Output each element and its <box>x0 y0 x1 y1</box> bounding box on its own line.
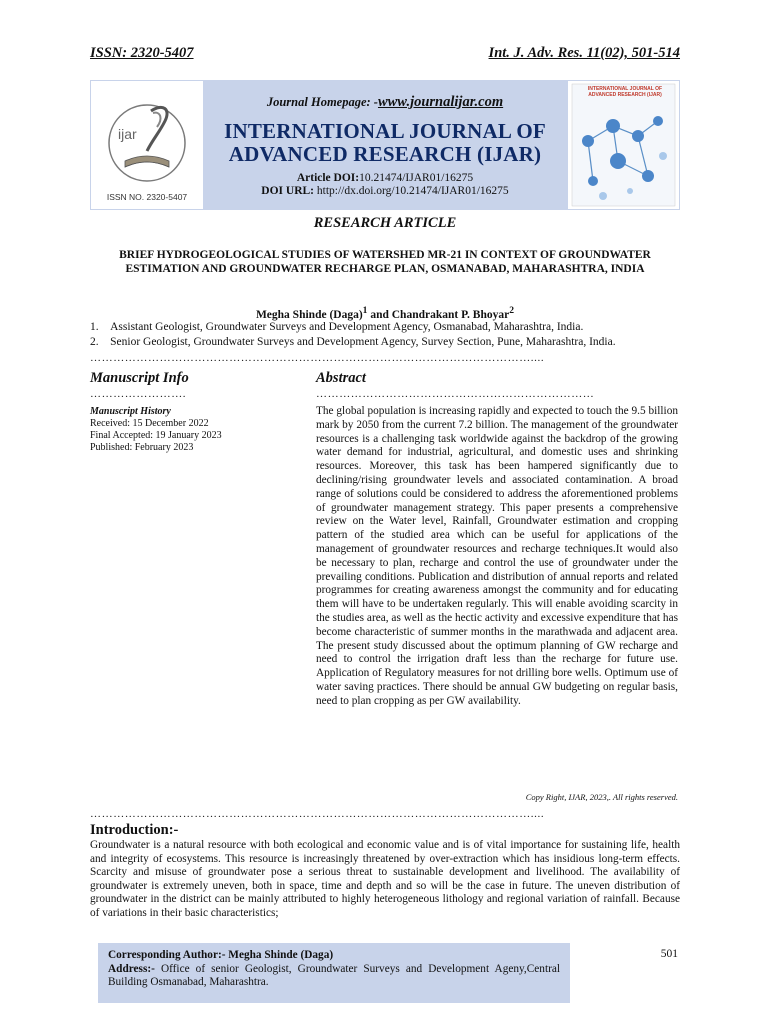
published-date: Published: February 2023 <box>90 442 194 453</box>
dotted-separator: …………………………………………………………………………………………………….... <box>90 352 545 364</box>
abstract-text: The global population is increasing rapidly and expected to touch the 9.5 billion mark by 2050 from the current 7.2 billion. The management of the groundwater resources is a challenging task worldwide against the backdrop of the growing water demand for industrial, agricultural, and domestic uses and shrinking resources. Moreover, this task has been hampered significantly due to declining/rising groundwater levels and associated contamination. A broad range of solutions could be considered to address the aforementioned problems of groundwater management strategy. This paper presents a comprehensive review on the Water level, Rainfall, Groundwater estimation and cropping pattern of the studied area which can be useful for applications of the management of groundwater resources and recharge techniques.It would also be necessary to plan, recharge and control the use of groundwater under the prevailing conditions. Publication and distribution of annual reports and related programmes for creating awareness amongst the community and for educating them will have to be undertaken regularly. This will enable avoiding scarcity in the studies area, as well as the hectic activity and excessive expenditure that has become characteristic of summer months in the marathwada and adjacent area. The present study discussed about the optimum planning of GW recharge and need to control the irrigation draft less than the recharge for future use. Application of Regulatory measures for not drilling bore wells. Optimum use of water saving practices. There should be annual GW budgeting on regular basis, need to plan cropping as per GW availability. <box>316 405 678 707</box>
doi-url-link[interactable]: http://dx.doi.org/10.21474/IJAR01/16275 <box>316 185 509 197</box>
dotted-separator: …………………………………………………………………………………………………….... <box>90 808 545 820</box>
corresponding-author-box <box>98 943 570 1003</box>
homepage-label: Journal Homepage: - <box>266 95 378 109</box>
molecule-cover-icon <box>568 81 679 209</box>
journal-cover <box>568 81 679 209</box>
author-and: and <box>367 308 392 321</box>
copyright-notice: Copy Right, IJAR, 2023,. All rights reserved. <box>525 792 678 802</box>
journal-logo <box>91 81 203 209</box>
journal-title-line1: INTERNATIONAL JOURNAL OF <box>224 119 546 143</box>
address-text: Office of senior Geologist, Groundwater Surveys and Development Ageny,Central Building Osmanabad, Maharashtra. <box>108 962 560 988</box>
affiliation-text: Senior Geologist, Groundwater Surveys and Development Agency, Survey Section, Pune, Maharashtra, India. <box>110 336 616 348</box>
corresponding-author: Corresponding Author:- Megha Shinde (Daga) <box>108 949 334 961</box>
affiliation-text: Assistant Geologist, Groundwater Surveys and Development Agency, Osmanabad, Maharashtra, India. <box>110 321 584 333</box>
doi-url-label: DOI URL: <box>261 185 315 197</box>
doi-value: 10.21474/IJAR01/16275 <box>359 172 474 184</box>
running-header <box>90 45 680 62</box>
journal-homepage <box>205 94 565 111</box>
introduction-heading: Introduction:- <box>90 822 179 838</box>
cover-title: INTERNATIONAL JOURNAL OF ADVANCED RESEARCH (IJAR) <box>587 86 663 98</box>
doi-block <box>205 172 565 198</box>
doi-label: Article DOI: <box>296 172 360 184</box>
article-type: RESEARCH ARTICLE <box>313 215 457 231</box>
article-title: BRIEF HYDROGEOLOGICAL STUDIES OF WATERSHED MR-21 IN CONTEXT OF GROUNDWATER ESTIMATION AND GROUNDWATER RECHARGE PLAN, OSMANABAD, MAHARASHTRA, INDIA <box>119 249 651 275</box>
journal-title <box>205 120 565 166</box>
affiliation-number: 2. <box>90 336 99 348</box>
author-line <box>90 305 680 321</box>
history-label: Manuscript History <box>90 406 171 417</box>
page-number: 501 <box>660 948 678 960</box>
introduction-text: Groundwater is a natural resource with both ecological and economic value and is of vital importance for sustaining life, health and integrity of ecosystems. This resource is increasingly threatened by over-extraction which has insidious long-term effects. Scarcity and misuse of groundwater pose a serious threat to sustainable development and livelihood. The availability of groundwater is extremely uneven, both in space, time and depth and so will be the case in future. The uneven distribution of groundwater in the district can be mainly attributed to highly heterogeneous lithology and regional variation of rainfall. Because of variations in their basic characteristics; <box>90 839 680 919</box>
address-line <box>108 963 560 990</box>
affiliation-2 <box>90 336 680 348</box>
received-date: Received: 15 December 2022 <box>90 418 209 429</box>
logo-wordmark: ijar <box>118 126 137 142</box>
abstract-heading: Abstract <box>316 370 366 386</box>
quill-book-logo-icon <box>91 81 203 209</box>
issn-label: ISSN: 2320-5407 <box>90 45 194 61</box>
manuscript-history <box>90 406 222 454</box>
dotted-separator: ……………………………………………………………… <box>316 388 595 400</box>
author-2-sup: 2 <box>509 305 515 316</box>
citation-label: Int. J. Adv. Res. 11(02), 501-514 <box>488 45 680 61</box>
affiliation-number: 1. <box>90 321 99 333</box>
logo-issn: ISSN NO. 2320-5407 <box>106 192 188 202</box>
accepted-date: Final Accepted: 19 January 2023 <box>90 430 222 441</box>
author-1: Megha Shinde (Daga) <box>255 308 363 321</box>
affiliation-1 <box>90 321 680 333</box>
dotted-separator: ……………………. <box>90 388 187 400</box>
author-1-sup: 1 <box>362 305 368 316</box>
address-label: Address:- <box>108 962 155 975</box>
homepage-link[interactable]: www.journalijar.com <box>377 94 504 110</box>
author-2: Chandrakant P. Bhoyar <box>391 308 510 321</box>
manuscript-info-heading: Manuscript Info <box>90 370 189 386</box>
journal-title-line2: ADVANCED RESEARCH (IJAR) <box>228 142 542 166</box>
